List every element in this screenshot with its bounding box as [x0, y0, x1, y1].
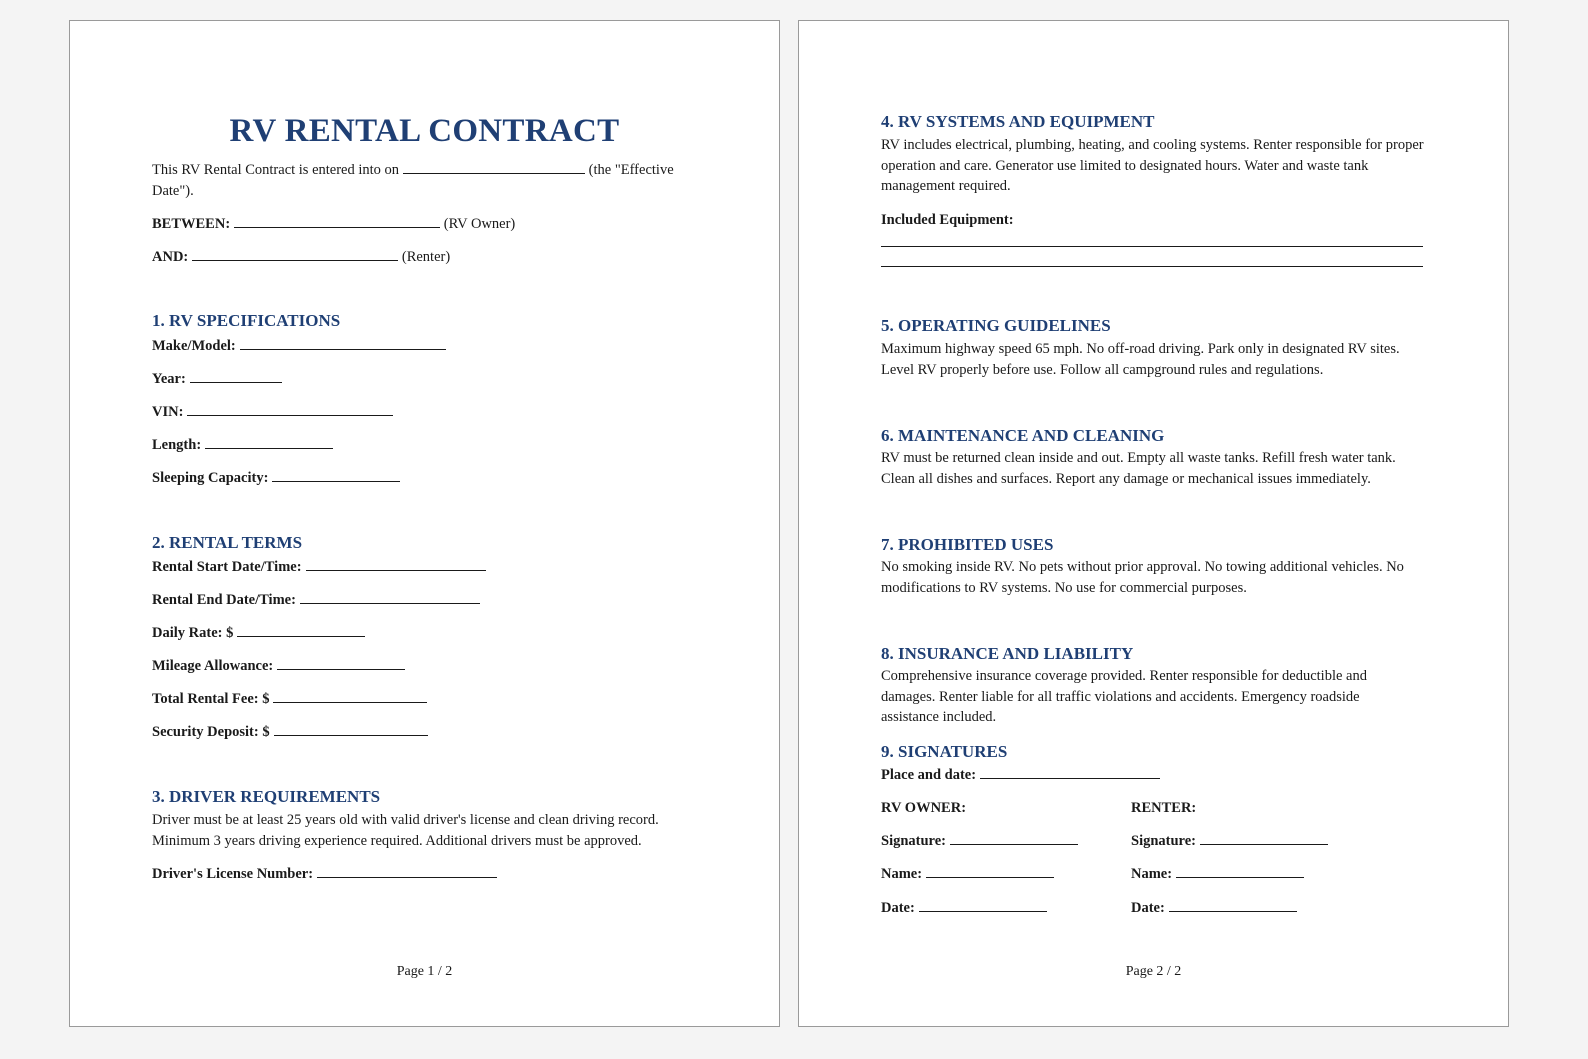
field-blank[interactable] [1169, 898, 1297, 912]
field-sleeping-capacity [152, 468, 400, 488]
owner-heading [881, 798, 966, 818]
renter-name-field [1131, 864, 1304, 884]
field-mileage-allowance [152, 656, 405, 676]
section-heading-rv-systems: 4. RV SYSTEMS AND EQUIPMENT [881, 112, 1155, 131]
field-label: Name: [881, 866, 923, 882]
field-label: Place and date: [881, 767, 977, 783]
driver-requirements-body: Driver must be at least 25 years old with valid driver's license and clean driving record. Minimum 3 years driving experience required. Additional drivers must be approved. [152, 812, 659, 849]
equipment-line-2[interactable] [881, 266, 1423, 267]
between-field [152, 214, 515, 234]
field-label: RV OWNER: [881, 800, 967, 816]
field-rental-start [152, 557, 486, 577]
field-total-rental-fee [152, 689, 427, 709]
section-heading-insurance: 8. INSURANCE AND LIABILITY [881, 644, 1134, 663]
renter-signature-field [1131, 831, 1328, 851]
section-heading-rv-specifications: 1. RV SPECIFICATIONS [152, 311, 341, 330]
renter-date-field [1131, 898, 1297, 918]
maintenance-body: RV must be returned clean inside and out. Empty all waste tanks. Refill fresh water tank. Clean all dishes and surfaces. Report any damage or mechanical issues immediately. [881, 450, 1396, 487]
section-heading-prohibited-uses: 7. PROHIBITED USES [881, 535, 1054, 554]
field-blank[interactable] [187, 402, 393, 416]
field-blank[interactable] [205, 435, 333, 449]
document-page-2 [798, 20, 1509, 1027]
prohibited-uses-body: No smoking inside RV. No pets without prior approval. No towing additional vehicles. No modifications to RV systems. No use for commercial purposes. [881, 559, 1404, 596]
field-blank[interactable] [240, 336, 446, 350]
field-label: Sleeping Capacity: [152, 470, 269, 486]
section-heading-maintenance: 6. MAINTENANCE AND CLEANING [881, 426, 1165, 445]
section-heading-signatures: 9. SIGNATURES [881, 742, 1008, 761]
field-security-deposit [152, 722, 428, 742]
renter-heading [1131, 798, 1196, 818]
section-heading-operating-guidelines: 5. OPERATING GUIDELINES [881, 316, 1111, 335]
field-label: Mileage Allowance: [152, 658, 274, 674]
owner-date-field [881, 898, 1047, 918]
field-blank[interactable] [273, 689, 427, 703]
field-label: Date: [881, 900, 915, 916]
field-blank[interactable] [272, 468, 400, 482]
field-blank[interactable] [306, 557, 486, 571]
field-label: Total Rental Fee: $ [152, 691, 270, 707]
insurance-body: Comprehensive insurance coverage provided. Renter responsible for deductible and damages. Renter liable for all traffic violations and accidents. Emergency roadside assistance included. [881, 668, 1367, 725]
field-rental-end [152, 590, 480, 610]
field-make-model [152, 336, 446, 356]
field-label: Make/Model: [152, 338, 236, 354]
field-label: Name: [1131, 866, 1173, 882]
owner-name-field [881, 864, 1054, 884]
included-equipment-label [881, 210, 1014, 230]
field-label: RENTER: [1131, 800, 1197, 816]
field-label: Rental End Date/Time: [152, 592, 296, 608]
field-blank[interactable] [317, 864, 497, 878]
intro-prefix: This RV Rental Contract is entered into on [152, 162, 400, 178]
field-label: Length: [152, 437, 202, 453]
field-blank[interactable] [1176, 864, 1304, 878]
field-length [152, 435, 333, 455]
field-label: Included Equipment: [881, 212, 1014, 228]
section-heading-rental-terms: 2. RENTAL TERMS [152, 533, 303, 552]
between-label: BETWEEN: [152, 216, 231, 232]
field-blank[interactable] [237, 623, 365, 637]
and-role: (Renter) [401, 249, 451, 265]
intro-suffix: (the "Effective Date"). [152, 162, 674, 199]
field-year [152, 369, 282, 389]
operating-guidelines-body: Maximum highway speed 65 mph. No off-road driving. Park only in designated RV sites. Level RV properly before use. Follow all campground rules and regulations. [881, 341, 1400, 378]
owner-signature-field [881, 831, 1078, 851]
rv-systems-body: RV includes electrical, plumbing, heating, and cooling systems. Renter responsible for proper operation and care. Generator use limited to designated hours. Water and waste tank management required. [881, 137, 1424, 194]
field-blank[interactable] [277, 656, 405, 670]
field-blank[interactable] [300, 590, 480, 604]
field-label: Driver's License Number: [152, 866, 314, 882]
and-field [152, 247, 450, 267]
field-drivers-license [152, 864, 497, 884]
field-label: Signature: [881, 833, 946, 849]
field-label: Date: [1131, 900, 1165, 916]
section-heading-driver-requirements: 3. DRIVER REQUIREMENTS [152, 787, 381, 806]
field-label: Daily Rate: $ [152, 625, 234, 641]
field-blank[interactable] [190, 369, 282, 383]
intro-paragraph [152, 160, 692, 201]
field-blank[interactable] [1200, 831, 1328, 845]
document-title: RV RENTAL CONTRACT [229, 113, 620, 149]
field-blank[interactable] [274, 722, 428, 736]
page-number: Page 1 / 2 [396, 964, 453, 979]
effective-date-blank[interactable] [403, 160, 585, 174]
owner-name-blank[interactable] [234, 214, 440, 228]
renter-name-blank[interactable] [192, 247, 398, 261]
field-daily-rate [152, 623, 365, 643]
field-place-and-date [881, 765, 1160, 785]
field-label: VIN: [152, 404, 184, 420]
document-page-1 [69, 20, 780, 1027]
field-blank[interactable] [980, 765, 1160, 779]
field-blank[interactable] [919, 898, 1047, 912]
field-blank[interactable] [926, 864, 1054, 878]
and-label: AND: [152, 249, 189, 265]
page-number: Page 2 / 2 [1125, 964, 1182, 979]
between-role: (RV Owner) [443, 216, 516, 232]
field-vin [152, 402, 393, 422]
field-blank[interactable] [950, 831, 1078, 845]
field-label: Rental Start Date/Time: [152, 559, 302, 575]
field-label: Year: [152, 371, 186, 387]
equipment-line-1[interactable] [881, 246, 1423, 247]
field-label: Security Deposit: $ [152, 724, 270, 740]
field-label: Signature: [1131, 833, 1196, 849]
